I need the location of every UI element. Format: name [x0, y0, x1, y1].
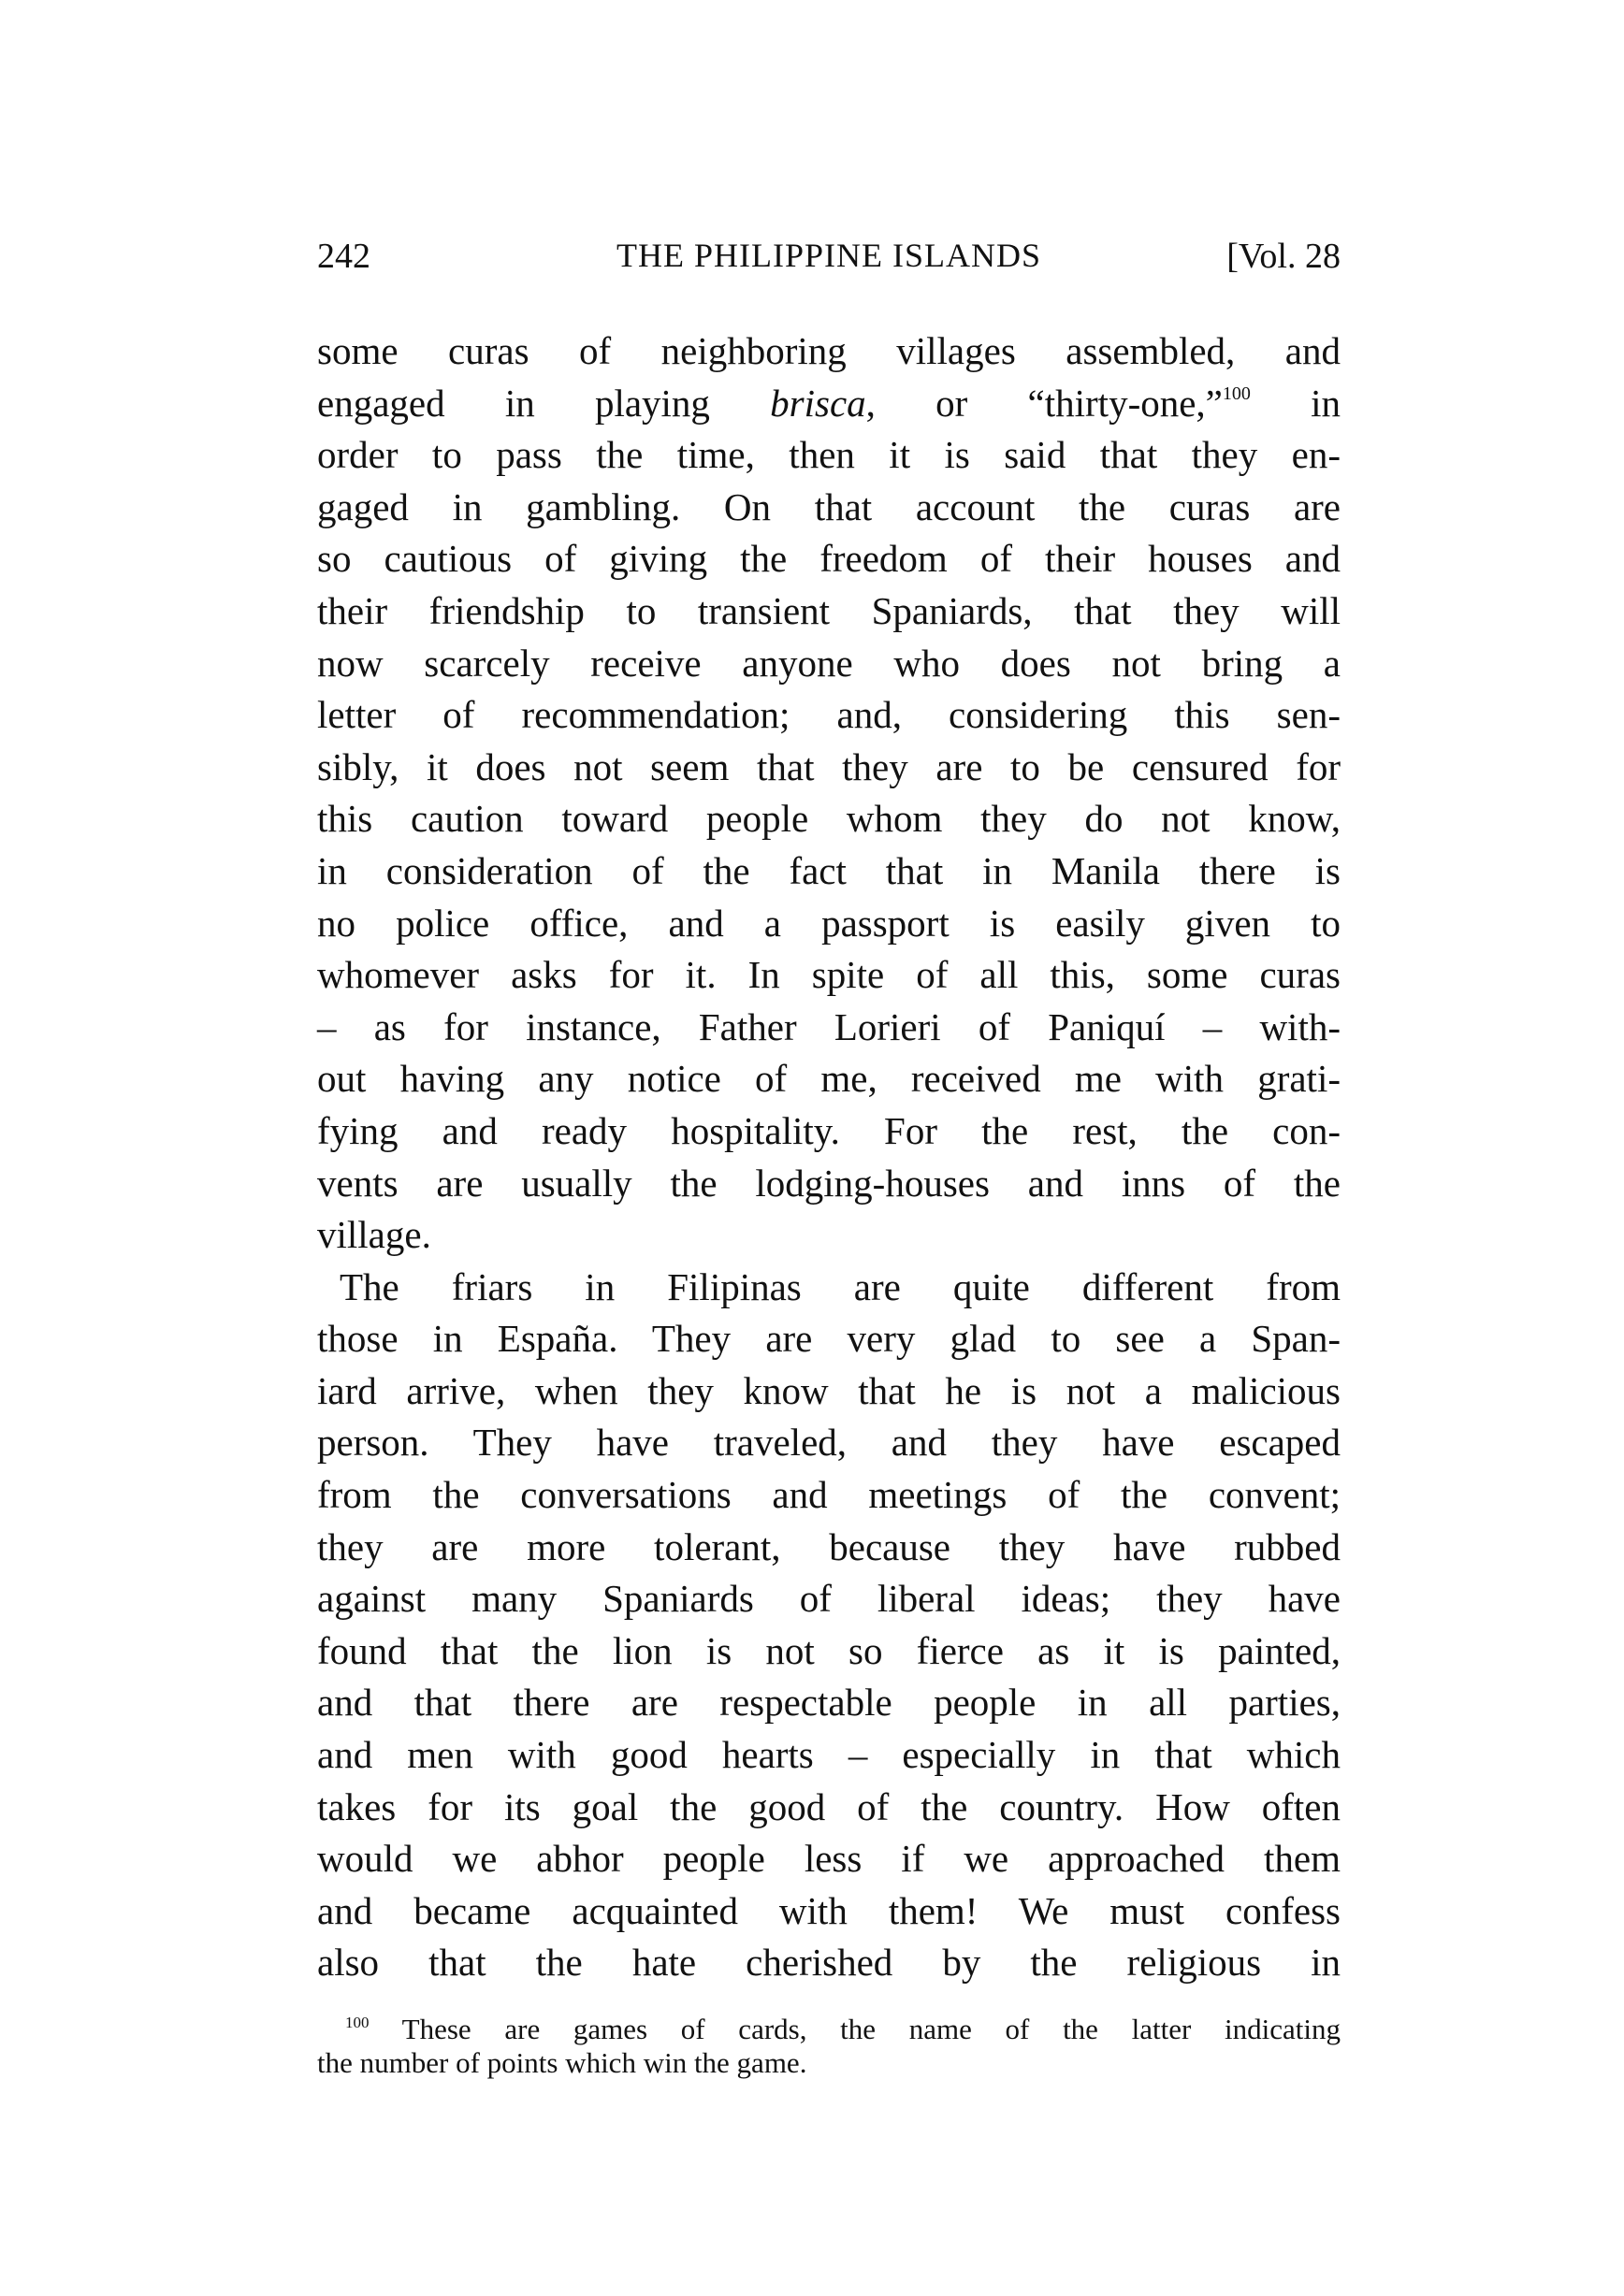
text-line: and men with good hearts – especially in that which [317, 1733, 1341, 1777]
footnote-line [317, 2013, 1341, 2046]
text-line: so cautious of giving the freedom of their houses and [317, 537, 1341, 581]
italic-term: brisca [770, 381, 866, 425]
footnote-reference[interactable]: 100 [1222, 383, 1251, 404]
text-line: order to pass the time, then it is said that they en- [317, 433, 1341, 477]
text-line: in consideration of the fact that in Manila there is [317, 848, 1341, 892]
text-line: out having any notice of me, received me with grati- [317, 1057, 1341, 1101]
footnote [317, 2013, 1341, 2080]
volume-label: [Vol. 28 [1226, 237, 1341, 276]
text-line: fying and ready hospitality. For the rest, the con- [317, 1108, 1341, 1152]
text-line: – as for instance, Father Lorieri of Paniquí – with- [317, 1004, 1341, 1048]
page-number: 242 [317, 237, 370, 276]
text-line: village. [317, 1213, 431, 1257]
text-line: would we abhor people less if we approached them [317, 1837, 1341, 1881]
text-line: and that there are respectable people in all parties, [317, 1681, 1341, 1725]
text-line: takes for its goal the good of the country. How often [317, 1784, 1341, 1828]
text-line: person. They have traveled, and they have escaped [317, 1421, 1341, 1465]
text-line: letter of recommendation; and, considering this sen- [317, 693, 1341, 737]
text-line: those in España. They are very glad to see a Span- [317, 1317, 1341, 1361]
running-title: THE PHILIPPINE ISLANDS [616, 237, 1041, 274]
text-line: sibly, it does not seem that they are to be censured for [317, 744, 1341, 788]
text-line: gaged in gambling. On that account the curas are [317, 484, 1341, 528]
footnote-line: the number of points which win the game. [317, 2046, 807, 2079]
text-line: found that the lion is not so fierce as it is painted, [317, 1628, 1341, 1672]
text-line: now scarcely receive anyone who does not bring a [317, 641, 1341, 685]
text-line: against many Spaniards of liberal ideas; they have [317, 1577, 1341, 1621]
text-line: some curas of neighboring villages assembled, and [317, 329, 1341, 372]
footnote-marker: 100 [345, 2014, 370, 2031]
text-line: also that the hate cherished by the religious in [317, 1941, 1341, 1985]
text-line: The friars in Filipinas are quite different from [340, 1264, 1341, 1308]
text-line: from the conversations and meetings of the convent; [317, 1473, 1341, 1517]
text-line: iard arrive, when they know that he is not a malicious [317, 1368, 1341, 1412]
running-header [317, 236, 1341, 282]
text-line: engaged in playing brisca, or “thirty-one,”$^{100}$ in [317, 381, 1341, 425]
text-line: vents are usually the lodging-houses and inns of the [317, 1161, 1341, 1205]
text-line: they are more tolerant, because they have rubbed [317, 1524, 1341, 1568]
footnote-text: These are games of cards, the name of the latter indicating [401, 2013, 1341, 2045]
text-line: this caution toward people whom they do not know, [317, 797, 1341, 841]
text-line: whomever asks for it. In spite of all this, some curas [317, 953, 1341, 997]
text-line: their friendship to transient Spaniards, that they will [317, 588, 1341, 632]
text-line: no police office, and a passport is easily given to [317, 901, 1341, 945]
body-text [317, 325, 1341, 1989]
text-line: and became acquainted with them! We must confess [317, 1888, 1341, 1932]
